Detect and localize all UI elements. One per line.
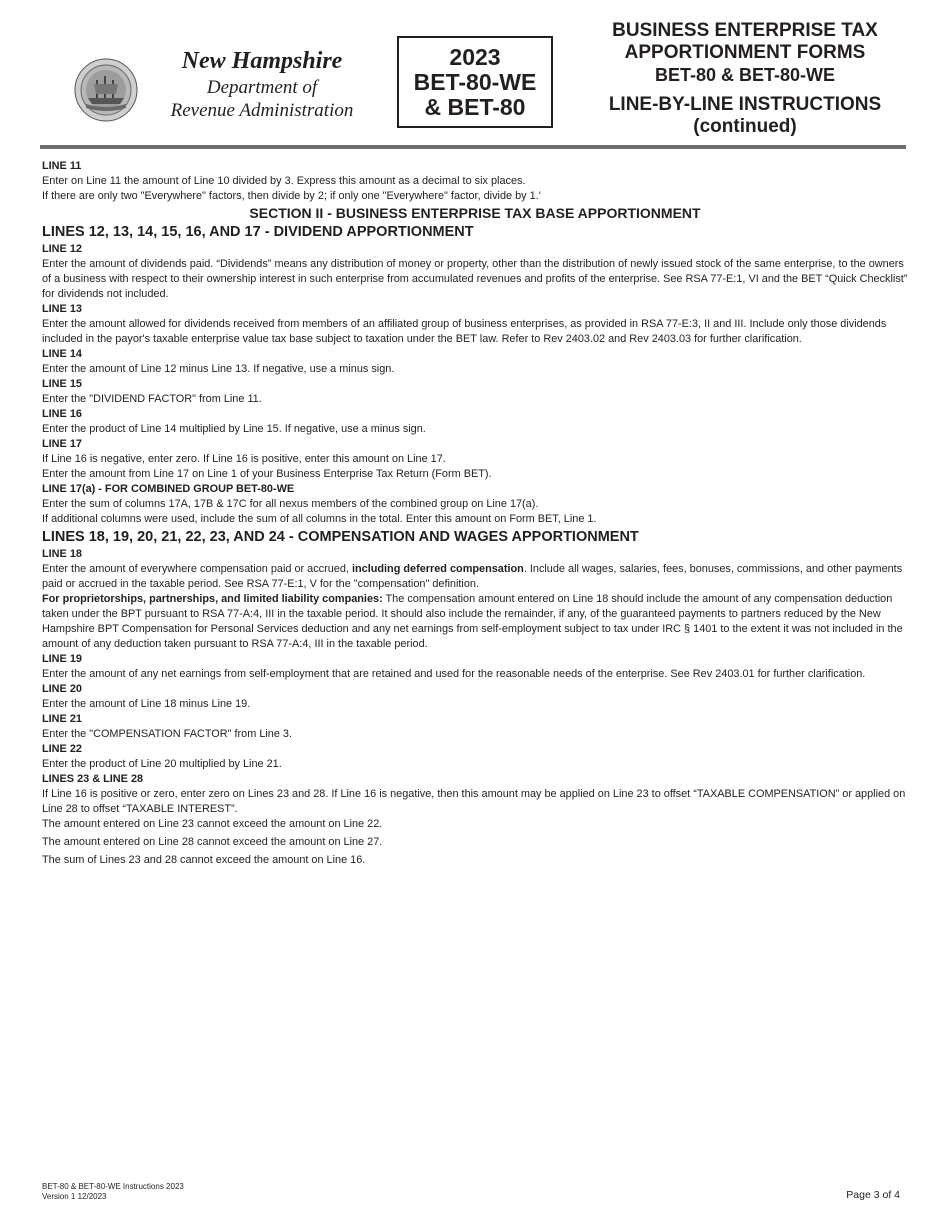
line21-text: Enter the "COMPENSATION FACTOR" from Line 3.: [42, 728, 293, 740]
line18-text-2: [42, 592, 908, 652]
instructions-body: [42, 155, 908, 868]
line19-label: LINE 19: [42, 653, 82, 665]
line18-text-1b: including deferred compensation: [351, 563, 524, 575]
section-2-title: SECTION II - BUSINESS ENTERPRISE TAX BASE APPORTIONMENT: [249, 205, 701, 221]
line15-label: LINE 15: [42, 378, 82, 390]
compensation-apportionment-title: LINES 18, 19, 20, 21, 22, 23, AND 24 - COMPENSATION AND WAGES APPORTIONMENT: [42, 529, 639, 545]
line17-text-2: Enter the amount from Line 17 on Line 1 of your Business Enterprise Tax Return (Form BET).: [42, 468, 492, 480]
line11-label: LINE 11: [42, 160, 82, 172]
line17a-text-1: Enter the sum of columns 17A, 17B & 17C for all nexus members of the combined group on Line 17(a).: [42, 498, 539, 510]
dividend-apportionment-title: LINES 12, 13, 14, 15, 16, AND 17 - DIVIDEND APPORTIONMENT: [42, 224, 474, 240]
page-number: Page 3 of 4: [846, 1189, 900, 1201]
line18-text-1: [42, 562, 908, 592]
line18-text-1c: . Include all wages, salaries, fees, bonuses, commissions, and other payments paid or accrued in the taxable period. See RSA 77-E:1, V for the "compensation" definition.: [42, 563, 903, 590]
line20-text: Enter the amount of Line 18 minus Line 19.: [42, 698, 251, 710]
state-name: New Hampshire: [181, 48, 343, 74]
department-line-2: Revenue Administration: [170, 100, 354, 121]
line19-text: Enter the amount of any net earnings from self-employment that are retained and used for the reasonable needs of the enterprise. See Rev 2403.01 for further clarification.: [42, 668, 866, 680]
line16-text: Enter the product of Line 14 multiplied by Line 15. If negative, use a minus sign.: [42, 423, 426, 435]
line12-text: Enter the amount of dividends paid. “Dividends” means any distribution of money or property, other than the distribution of newly issued stock of the same enterprise, to the owners of a business with respect to their ownership interest in such enterprise from accumulated revenues and profits of the enterprise. See RSA 77-E:1, VI and the BET “Quick Checklist” for dividends not included.: [42, 258, 908, 300]
line14-text: Enter the amount of Line 12 minus Line 13. If negative, use a minus sign.: [42, 363, 395, 375]
line12-label: LINE 12: [42, 243, 82, 255]
title-line-2: APPORTIONMENT FORMS: [624, 42, 866, 63]
line20-label: LINE 20: [42, 683, 82, 695]
footer-doc-info: [42, 1182, 184, 1202]
title-line-1: BUSINESS ENTERPRISE TAX: [612, 20, 878, 41]
line23-28-text-2: The amount entered on Line 23 cannot exceed the amount on Line 22.: [42, 818, 383, 830]
line17-label: LINE 17: [42, 438, 82, 450]
line22-label: LINE 22: [42, 743, 82, 755]
line17-text-1: If Line 16 is negative, enter zero. If Line 16 is positive, enter this amount on Line 17.: [42, 453, 446, 465]
line22-text: Enter the product of Line 20 multiplied by Line 21.: [42, 758, 282, 770]
line13-text: Enter the amount allowed for dividends received from members of an affiliated group of business enterprises, as provided in RSA 77-E:3, II and III. Include only those dividends included in the payor's taxable enterprise value tax base subject to taxation under the BET law. Refer to Rev 2403.02 and Rev 2403.03 for further clarification.: [42, 318, 887, 345]
line17a-label: LINE 17(a) - FOR COMBINED GROUP BET-80-WE: [42, 483, 295, 495]
form-code-2: & BET-80: [424, 94, 526, 120]
form-code-1: BET-80-WE: [413, 69, 537, 95]
line11-text-1: Enter on Line 11 the amount of Line 10 divided by 3. Express this amount as a decimal to six places.: [42, 175, 526, 187]
title-line-3: BET-80 & BET-80-WE: [654, 65, 836, 85]
form-id-box: [397, 36, 553, 128]
document-title: [578, 20, 912, 138]
line14-label: LINE 14: [42, 348, 82, 360]
line23-28-text-1: If Line 16 is positive or zero, enter zero on Lines 23 and 28. If Line 16 is negative, then this amount may be applied on Line 23 to offset “TAXABLE COMPENSATION” or applied on Line 28 to offset “TAXABLE INTEREST”.: [42, 788, 906, 815]
line18-label: LINE 18: [42, 548, 82, 560]
title-line-5: (continued): [693, 116, 797, 137]
line23-28-text-4: The sum of Lines 23 and 28 cannot exceed the amount on Line 16.: [42, 854, 366, 866]
line18-text-2a: For proprietorships, partnerships, and limited liability companies:: [42, 593, 383, 605]
footer-doc-name: BET-80 & BET-80-WE Instructions 2023: [42, 1182, 184, 1191]
line21-label: LINE 21: [42, 713, 82, 725]
agency-name: [150, 46, 374, 122]
line23-28-label: LINES 23 & LINE 28: [42, 773, 144, 785]
line13-label: LINE 13: [42, 303, 82, 315]
header-divider: [40, 145, 906, 149]
page-header: [0, 0, 950, 150]
footer-version: Version 1 12/2023: [42, 1192, 107, 1201]
title-line-4: LINE-BY-LINE INSTRUCTIONS: [608, 94, 882, 115]
line15-text: Enter the "DIVIDEND FACTOR" from Line 11.: [42, 393, 262, 405]
form-year: 2023: [449, 44, 501, 70]
state-seal-icon: [74, 58, 138, 122]
line23-28-text-3: The amount entered on Line 28 cannot exceed the amount on Line 27.: [42, 836, 383, 848]
department-line-1: Department of: [206, 77, 318, 98]
line11-text-2: If there are only two "Everywhere" factors, then divide by 2; if only one "Everywhere" factor, divide by 1.': [42, 190, 541, 202]
line18-text-1a: Enter the amount of everywhere compensation paid or accrued,: [42, 563, 352, 575]
line16-label: LINE 16: [42, 408, 82, 420]
line17a-text-2: If additional columns were used, include the sum of all columns in the total. Enter this amount on Form BET, Line 1.: [42, 513, 597, 525]
line18-text-2b: The compensation amount entered on Line 18 should include the amount of any compensation deduction taken under the BPT pursuant to RSA 77-A:4, III in the taxable period. It should also include the remainder, if any, of the guaranteed payments to partners reduced by the New Hampshire BPT Compensation for Personal Services deduction and any net earnings from self-employment subject to tax under IRC § 1401 to the extent it was not included in the amount of any deduction taken pursuant to RSA 77-A:4, III in the taxable period.: [42, 593, 903, 650]
